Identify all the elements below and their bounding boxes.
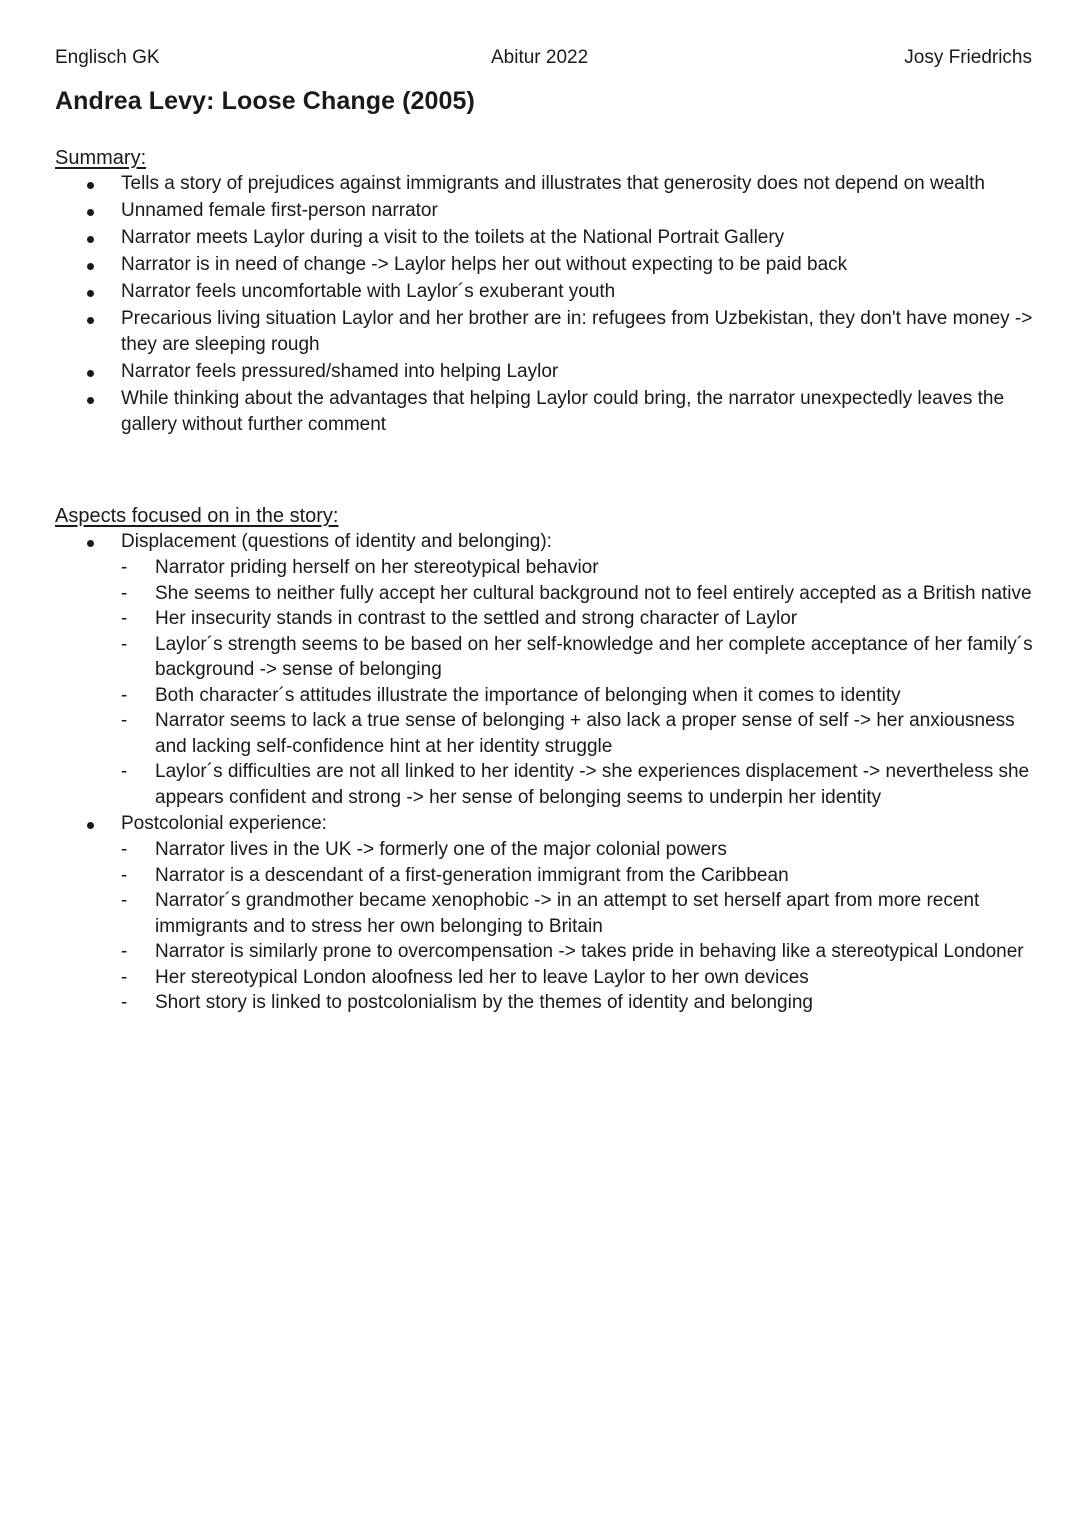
- list-item: [55, 306, 1045, 358]
- aspects-section: [55, 503, 1045, 1017]
- dash-icon: -: [121, 557, 128, 578]
- bullet-icon: [87, 182, 94, 189]
- list-item: [55, 171, 1045, 197]
- sub-list-item: [55, 837, 1045, 863]
- sub-list-item: [55, 759, 1045, 810]
- summary-section: [55, 145, 1045, 439]
- list-item: [55, 386, 1045, 438]
- dash-icon: -: [121, 941, 128, 962]
- sub-list-item-text: Narrator priding herself on her stereotypical behavior: [155, 557, 599, 578]
- sub-list-item-text: Short story is linked to postcolonialism by the themes of identity and belonging: [155, 992, 813, 1013]
- dash-icon: -: [121, 710, 128, 731]
- header-course: Englisch GK: [55, 47, 160, 68]
- page-header: [55, 47, 1032, 73]
- page-title: Andrea Levy: Loose Change (2005): [55, 87, 475, 115]
- sub-list-item: [55, 683, 1045, 709]
- dash-icon: -: [121, 992, 128, 1013]
- sub-list-item-text: Her insecurity stands in contrast to the settled and strong character of Laylor: [155, 608, 798, 629]
- displacement-sublist: [121, 555, 1045, 810]
- list-item-text: Precarious living situation Laylor and her brother are in: refugees from Uzbekistan, they don't have money -> they are sleeping rough: [121, 308, 1033, 355]
- list-item-text: Unnamed female first-person narrator: [121, 200, 438, 221]
- list-item-text: Tells a story of prejudices against immigrants and illustrates that generosity does not depend on wealth: [121, 173, 985, 194]
- list-item: [55, 279, 1045, 305]
- aspect-group-label: Postcolonial experience:: [121, 813, 327, 834]
- header-author: Josy Friedrichs: [904, 47, 1032, 68]
- sub-list-item: [55, 888, 1045, 939]
- list-item: [55, 252, 1045, 278]
- sub-list-item-text: Laylor´s strength seems to be based on her self-knowledge and her complete acceptance of her family´s background -> sense of belonging: [155, 633, 1033, 680]
- list-item-text: Narrator feels pressured/shamed into helping Laylor: [121, 361, 559, 382]
- list-item: [55, 198, 1045, 224]
- dash-icon: -: [121, 684, 128, 706]
- sub-list-item-text: Narrator lives in the UK -> formerly one of the major colonial powers: [155, 839, 727, 860]
- sub-list-item-text: Both character´s attitudes illustrate the importance of belonging when it comes to identity: [155, 684, 901, 706]
- sub-list-item-text: Laylor´s difficulties are not all linked to her identity -> she experiences displacement -> nevertheless she appears confident and strong -> her sense of belonging seems to underpin her identity: [155, 761, 1030, 808]
- sub-list-item: [55, 632, 1045, 683]
- list-item: [55, 225, 1045, 251]
- sub-list-item: [55, 708, 1045, 759]
- dash-icon: -: [121, 890, 128, 911]
- bullet-icon: [87, 540, 94, 547]
- list-item: [55, 359, 1045, 385]
- list-item-text: While thinking about the advantages that helping Laylor could bring, the narrator unexpectedly leaves the gallery without further comment: [121, 388, 1005, 435]
- dash-icon: -: [121, 864, 128, 886]
- bullet-icon: [87, 236, 94, 243]
- sub-list-item-text: Narrator is similarly prone to overcompensation -> takes pride in behaving like a stereotypical Londoner: [155, 941, 1024, 962]
- sub-list-item: [55, 990, 1045, 1016]
- bullet-icon: [87, 209, 94, 216]
- aspect-group-displacement: [55, 529, 1045, 810]
- aspect-group-label: Displacement (questions of identity and belonging):: [121, 531, 552, 552]
- sub-list-item: [55, 606, 1045, 632]
- summary-heading: Summary:: [55, 147, 147, 169]
- dash-icon: -: [121, 761, 128, 782]
- bullet-icon: [87, 370, 94, 377]
- dash-icon: -: [121, 839, 128, 860]
- dash-icon: -: [121, 966, 128, 988]
- list-item-text: Narrator is in need of change -> Laylor helps her out without expecting to be paid back: [121, 254, 848, 275]
- aspects-list: [55, 529, 1045, 1016]
- bullet-icon: [87, 290, 94, 297]
- postcolonial-sublist: [121, 837, 1045, 1016]
- sub-list-item: [55, 965, 1045, 991]
- aspects-heading: Aspects focused on in the story:: [55, 505, 339, 527]
- sub-list-item: [55, 555, 1045, 581]
- aspect-group-postcolonial: [55, 811, 1045, 1016]
- dash-icon: -: [121, 582, 128, 604]
- sub-list-item-text: Her stereotypical London aloofness led her to leave Laylor to her own devices: [155, 966, 809, 988]
- sub-list-item-text: She seems to neither fully accept her cultural background not to feel entirely accepted as a British native: [155, 582, 1032, 604]
- dash-icon: -: [121, 608, 128, 629]
- sub-list-item-text: Narrator is a descendant of a first-generation immigrant from the Caribbean: [155, 864, 789, 886]
- sub-list-item: [55, 939, 1045, 965]
- bullet-icon: [87, 822, 94, 829]
- bullet-icon: [87, 317, 94, 324]
- bullet-icon: [87, 263, 94, 270]
- sub-list-item-text: Narrator´s grandmother became xenophobic -> in an attempt to set herself apart from more recent immigrants and to stress her own belonging to Britain: [155, 890, 980, 937]
- sub-list-item: [55, 863, 1045, 889]
- summary-list: [55, 171, 1045, 438]
- list-item-text: Narrator meets Laylor during a visit to the toilets at the National Portrait Gallery: [121, 227, 785, 248]
- dash-icon: -: [121, 633, 128, 655]
- list-item-text: Narrator feels uncomfortable with Laylor´s exuberant youth: [121, 281, 616, 302]
- bullet-icon: [87, 397, 94, 404]
- sub-list-item-text: Narrator seems to lack a true sense of belonging + also lack a proper sense of self -> her anxiousness and lacking self-confidence hint at her identity struggle: [155, 710, 1015, 757]
- header-exam: Abitur 2022: [491, 47, 589, 68]
- sub-list-item: [55, 581, 1045, 607]
